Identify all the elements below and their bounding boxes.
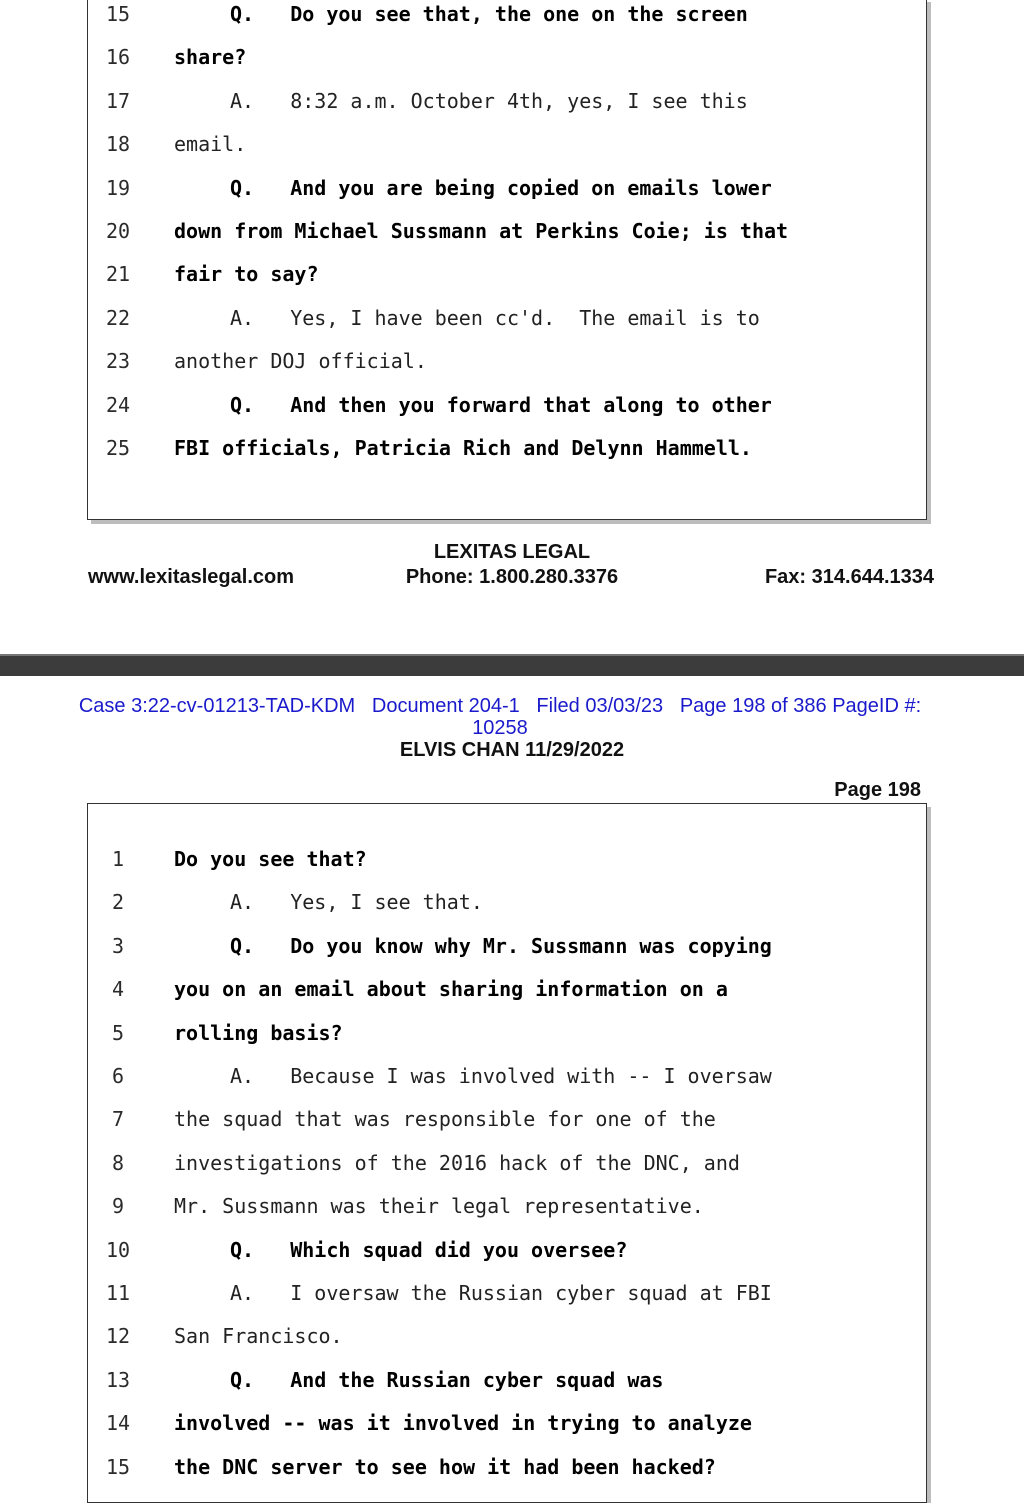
transcript-line [88,89,926,119]
transcript-line [88,1151,926,1181]
line-text: down from Michael Sussmann at Perkins Coie; is that [174,219,789,243]
footer-website[interactable]: www.lexitaslegal.com [88,566,295,588]
line-text: Q. And then you forward that along to other [230,392,772,417]
line-number: 23 [105,349,131,374]
line-text: Q. Do you know why Mr. Sussmann was copying [230,933,772,958]
footer-company: LEXITAS LEGAL [433,541,591,563]
line-number: 16 [105,45,131,70]
line-text: email. [174,132,247,157]
witness-date: ELVIS CHAN 11/29/2022 [399,739,625,761]
line-number: 12 [105,1324,131,1349]
line-text: Q. And the Russian cyber squad was [230,1367,664,1392]
transcript-line [88,1455,926,1485]
line-text: Q. Which squad did you oversee? [230,1237,628,1262]
transcript-line [88,1194,926,1224]
line-number: 17 [105,88,131,113]
line-text: the DNC server to see how it had been hacked? [174,1454,716,1479]
line-number: 10 [105,1237,131,1262]
line-number: 20 [105,219,131,243]
line-text: A. Because I was involved with -- I oversaw [230,1064,772,1088]
transcript-line [88,890,926,920]
line-text: investigations of the 2016 hack of the DNC, and [174,1150,740,1175]
line-number: 4 [111,977,125,1002]
transcript-line [88,977,926,1007]
line-number: 25 [105,436,131,460]
line-text: Q. And you are being copied on emails lower [230,175,772,200]
line-text: you on an email about sharing information on a [174,977,728,1002]
line-number: 11 [105,1281,131,1305]
case-header [0,695,1000,739]
line-number: 8 [111,1150,125,1175]
line-number: 18 [105,132,131,157]
transcript-line [88,1411,926,1441]
footer-phone: Phone: 1.800.280.3376 [405,566,619,588]
line-number: 2 [111,890,125,915]
line-text: Do you see that? [174,847,367,871]
line-text: A. Yes, I see that. [230,890,483,915]
line-number: 5 [111,1020,125,1045]
transcript-line [88,349,926,379]
line-text: another DOJ official. [174,349,427,374]
line-text: Mr. Sussmann was their legal representative. [174,1194,704,1219]
page-number: Page 198 [834,779,921,801]
page-divider [0,654,1024,676]
line-text: involved -- was it involved in trying to analyze [174,1411,752,1436]
line-number: 6 [111,1064,125,1088]
line-number: 24 [105,392,131,417]
transcript-line [88,1368,926,1398]
line-text: fair to say? [174,262,319,287]
line-text: rolling basis? [174,1020,343,1045]
transcript-line [88,847,926,877]
transcript-line [88,306,926,336]
line-text: A. Yes, I have been cc'd. The email is to [230,305,760,330]
transcript-line [88,1064,926,1094]
line-text: FBI officials, Patricia Rich and Delynn Hammell. [174,436,752,460]
line-number: 15 [105,1454,131,1479]
transcript-line [88,393,926,423]
line-text: Q. Do you see that, the one on the screen [230,2,748,26]
line-text: the squad that was responsible for one of the [174,1107,716,1132]
transcript-page-bottom [87,803,927,1503]
transcript-line [88,176,926,206]
line-text: San Francisco. [174,1324,343,1349]
transcript-line [88,132,926,162]
transcript-line [88,934,926,964]
transcript-line [88,1107,926,1137]
line-number: 15 [105,2,131,26]
case-header-line1: Case 3:22-cv-01213-TAD-KDM Document 204-1 Filed 03/03/23 Page 198 of 386 PageID #: [78,695,922,717]
line-number: 3 [111,933,125,958]
line-text: A. 8:32 a.m. October 4th, yes, I see this [230,88,748,113]
line-number: 22 [105,305,131,330]
line-number: 21 [105,262,131,287]
line-number: 13 [105,1367,131,1392]
transcript-line [88,436,926,466]
case-header-line2: 10258 [472,717,528,739]
line-number: 9 [111,1194,125,1219]
transcript-line [88,45,926,75]
transcript-line [88,1021,926,1051]
footer-fax: Fax: 314.644.1334 [764,566,934,588]
transcript-line [88,262,926,292]
transcript-line [88,219,926,249]
line-number: 7 [111,1107,125,1132]
transcript-line [88,1238,926,1268]
line-number: 19 [105,175,131,200]
line-number: 1 [111,847,125,871]
transcript-page-top [87,0,927,520]
transcript-line [88,2,926,32]
line-text: share? [174,45,247,70]
transcript-line [88,1281,926,1311]
line-number: 14 [105,1411,131,1436]
transcript-line [88,1324,926,1354]
line-text: A. I oversaw the Russian cyber squad at FBI [230,1281,772,1305]
